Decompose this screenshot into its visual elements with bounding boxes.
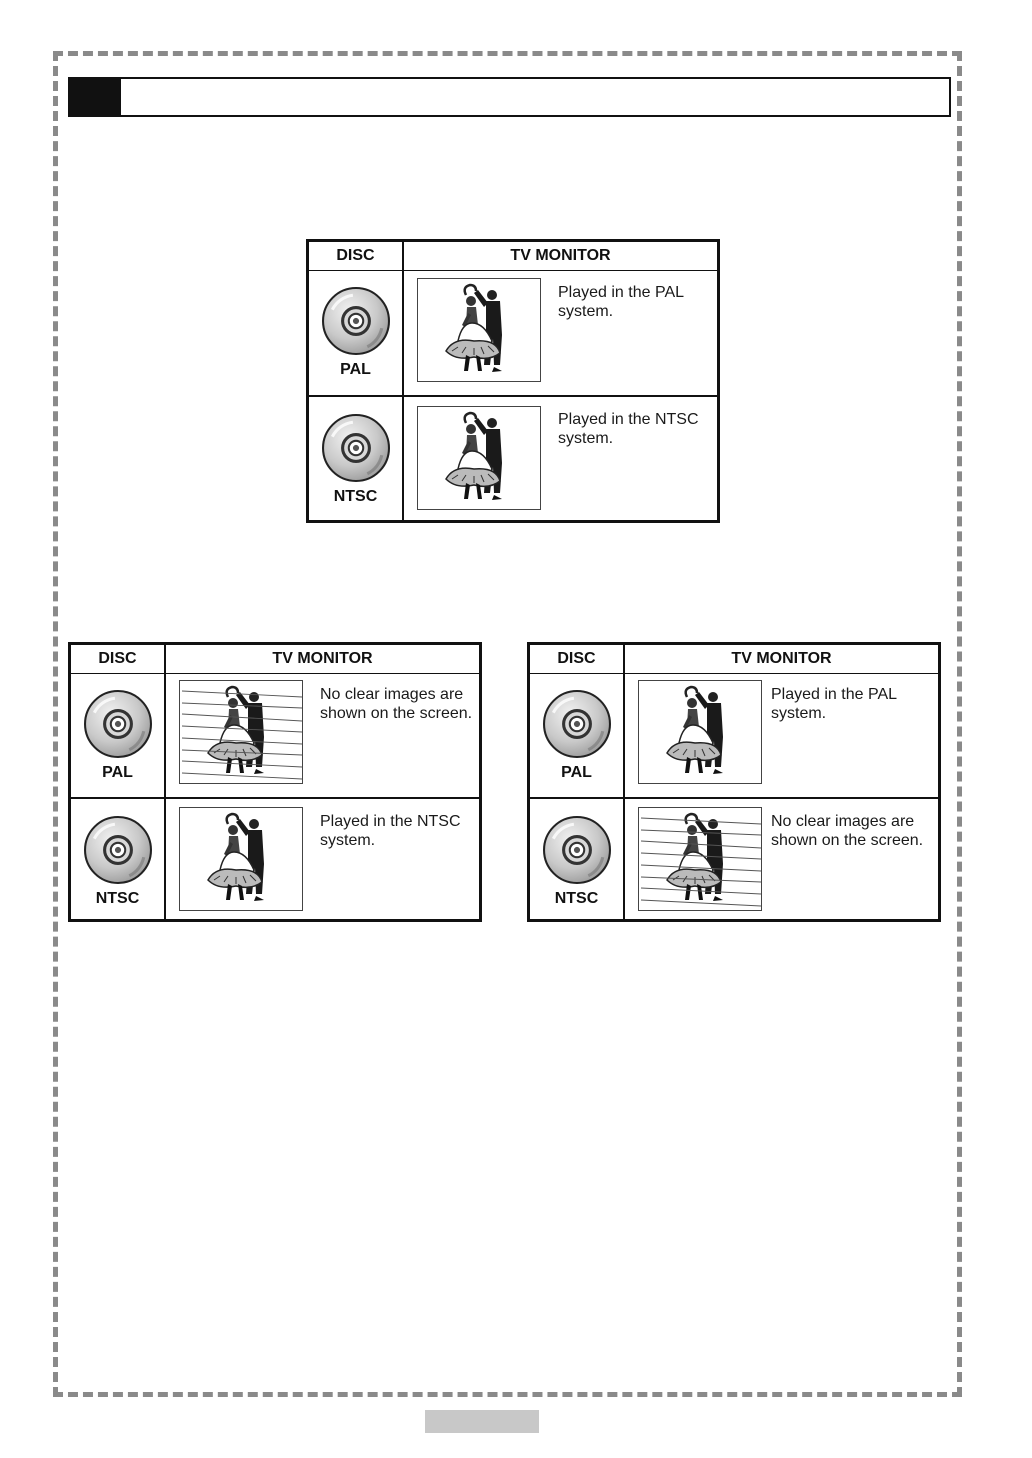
table-header-row <box>71 645 479 674</box>
interference-lines <box>639 808 762 911</box>
disc-compatibility-table-pal-tv <box>306 239 720 523</box>
disc-label: NTSC <box>333 488 378 505</box>
tv-monitor-image <box>179 807 303 911</box>
disc-cell-ntsc <box>309 398 402 522</box>
section-number-block <box>70 79 121 115</box>
page-number-box <box>425 1410 539 1433</box>
disc-label: NTSC <box>554 890 599 907</box>
disc-label: PAL <box>561 764 592 781</box>
disc-icon <box>322 414 390 482</box>
disc-icon <box>322 287 390 355</box>
result-description: No clear images are shown on the screen. <box>771 813 924 849</box>
header-disc: DISC <box>557 650 596 667</box>
header-tv-monitor: TV MONITOR <box>272 650 373 667</box>
header-disc: DISC <box>98 650 137 667</box>
header-tv-monitor: TV MONITOR <box>731 650 832 667</box>
interference-lines <box>180 681 303 784</box>
disc-cell-pal <box>309 271 402 395</box>
tv-monitor-image <box>638 680 762 784</box>
header-tv-monitor: TV MONITOR <box>510 247 611 264</box>
result-description: No clear images are shown on the screen. <box>320 686 473 722</box>
tv-monitor-image <box>179 680 303 784</box>
result-description: Played in the NTSC system. <box>558 411 699 447</box>
result-description: Played in the NTSC system. <box>320 813 461 849</box>
disc-label: PAL <box>340 361 371 378</box>
column-divider <box>402 242 404 520</box>
result-description: Played in the PAL system. <box>771 686 897 722</box>
disc-icon <box>543 690 611 758</box>
table-header-row <box>309 242 717 271</box>
tv-monitor-image <box>638 807 762 911</box>
header-disc: DISC <box>336 247 375 264</box>
dancers-image <box>180 808 303 911</box>
row-divider <box>309 395 717 397</box>
tv-monitor-image <box>417 278 541 382</box>
tv-monitor-image <box>417 406 541 510</box>
dancers-image <box>639 681 762 784</box>
disc-cell-pal <box>530 674 623 798</box>
disc-compatibility-table-left <box>68 642 482 922</box>
disc-icon <box>84 690 152 758</box>
disc-label: NTSC <box>95 890 140 907</box>
result-description: Played in the PAL system. <box>558 284 684 320</box>
dancers-image <box>418 407 541 510</box>
disc-compatibility-table-right <box>527 642 941 922</box>
disc-icon <box>84 816 152 884</box>
disc-cell-pal <box>71 674 164 798</box>
disc-cell-ntsc <box>71 800 164 924</box>
disc-cell-ntsc <box>530 800 623 924</box>
disc-icon <box>543 816 611 884</box>
column-divider <box>164 645 166 919</box>
table-header-row <box>530 645 938 674</box>
dancers-image <box>418 279 541 382</box>
column-divider <box>623 645 625 919</box>
disc-label: PAL <box>102 764 133 781</box>
section-header-bar <box>68 77 951 117</box>
